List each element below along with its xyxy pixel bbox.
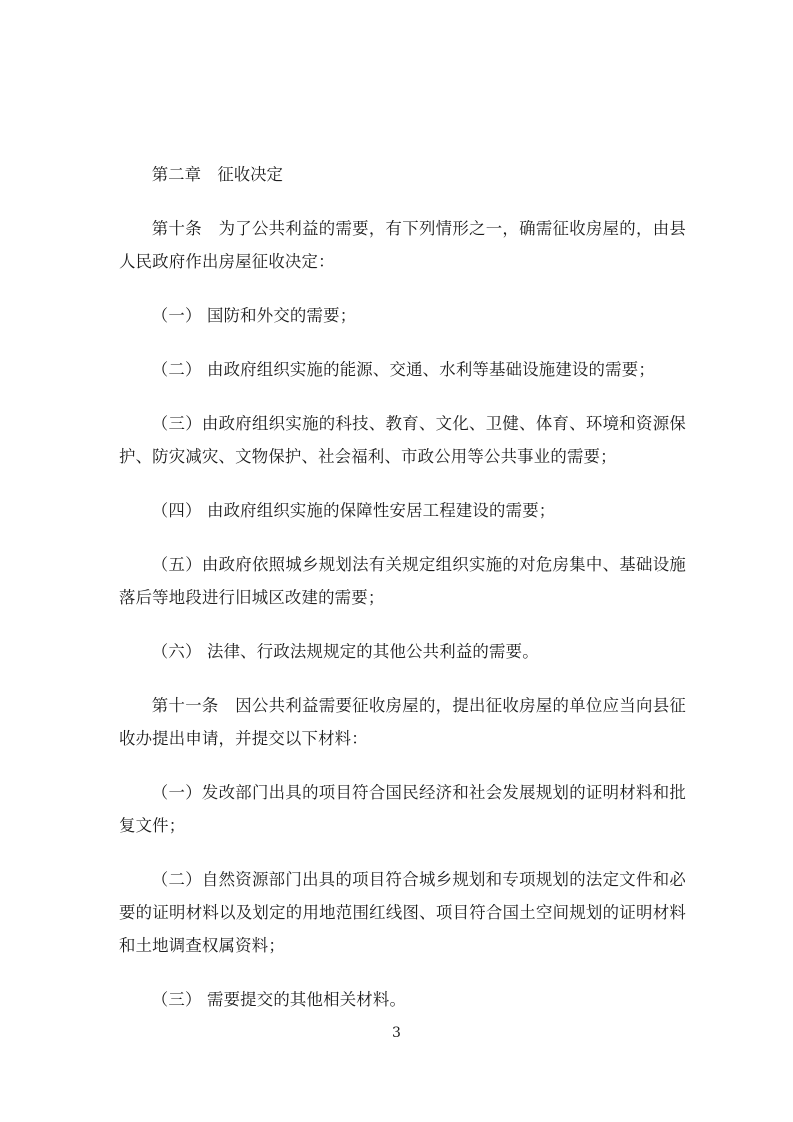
chapter-heading: 第二章 征收决定 <box>151 165 283 184</box>
paragraph-item-1: （一） 国防和外交的需要； <box>151 306 357 325</box>
paragraph-material-1: （一）发改部门出具的项目符合国民经济和社会发展规划的证明材料和批复文件； <box>119 783 686 835</box>
page-footer <box>0 1022 793 1043</box>
paragraph-article-11: 第十一条 因公共利益需要征收房屋的，提出征收房屋的单位应当向县征收办提出申请，并提交以下材料： <box>119 696 686 748</box>
paragraph-article-10: 第十条 为了公共利益的需要，有下列情形之一，确需征收房屋的，由县人民政府作出房屋征收决定： <box>119 219 686 271</box>
paragraph-material-3: （三） 需要提交的其他相关材料。 <box>151 990 407 1009</box>
paragraph-item-6: （六） 法律、行政法规规定的其他公共利益的需要。 <box>151 642 539 661</box>
page-number: 3 <box>392 1025 401 1041</box>
paragraph-item-3: （三）由政府组织实施的科技、教育、文化、卫健、体育、环境和资源保护、防灾减灾、文物保护、社会福利、市政公用等公共事业的需要； <box>119 414 686 466</box>
paragraph-material-2: （二）自然资源部门出具的项目符合城乡规划和专项规划的法定文件和必要的证明材料以及划定的用地范围红线图、项目符合国土空间规划的证明材料和土地调查权属资料； <box>119 870 686 955</box>
paragraph-item-5: （五）由政府依照城乡规划法有关规定组织实施的对危房集中、基础设施落后等地段进行旧城区改建的需要； <box>119 555 686 607</box>
paragraph-item-2: （二） 由政府组织实施的能源、交通、水利等基础设施建设的需要； <box>151 360 655 379</box>
document-body <box>119 158 686 1016</box>
paragraph-item-4: （四） 由政府组织实施的保障性安居工程建设的需要； <box>151 501 556 520</box>
